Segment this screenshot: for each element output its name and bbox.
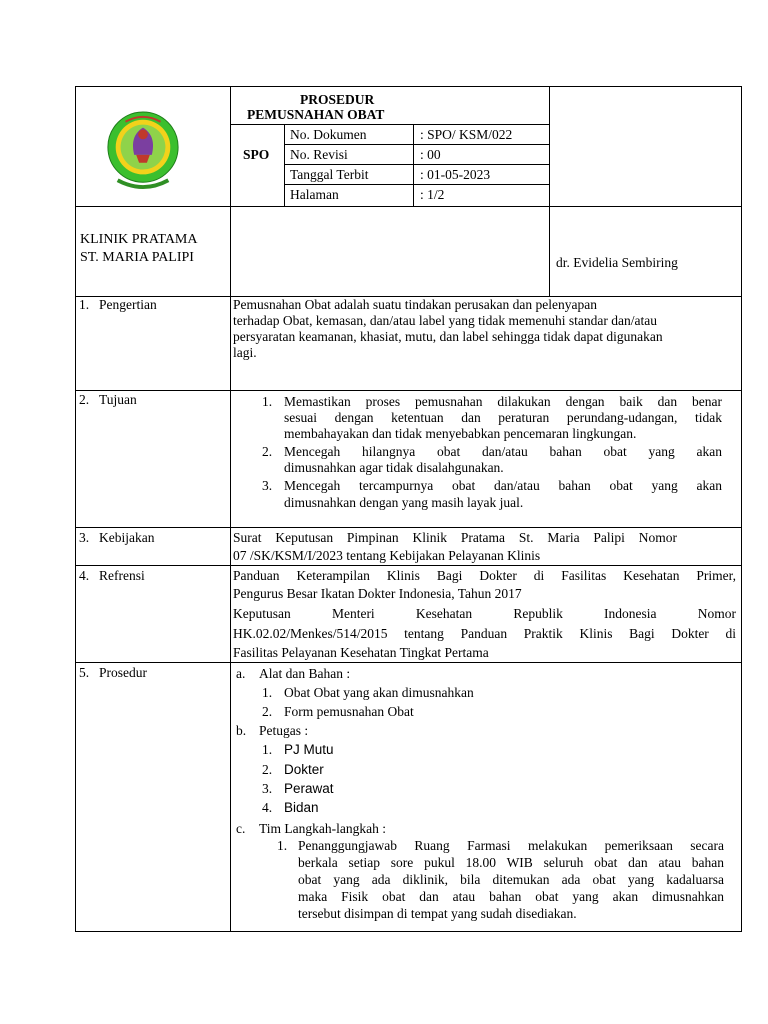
refrensi-line-3: Keputusan Menteri Kesehatan Republik Indonesia Nomor bbox=[233, 606, 736, 621]
pengertian-line-2: terhadap Obat, kemasan, dan/atau label yang tidak memenuhi standar dan/atau bbox=[233, 313, 657, 328]
tujuan-item-3-line-1: Mencegah tercampurnya obat dan/atau bahan obat yang akan bbox=[284, 478, 722, 493]
section-label-tujuan: Tujuan bbox=[99, 392, 137, 407]
spo-label: SPO bbox=[243, 147, 270, 162]
refrensi-line-2: Pengurus Besar Ikatan Dokter Indonesia, Tahun 2017 bbox=[233, 586, 522, 601]
section-number-pengertian: 1. bbox=[79, 297, 90, 312]
meta-label-no-revisi: No. Revisi bbox=[290, 147, 348, 162]
meta-label-no-dokumen: No. Dokumen bbox=[290, 127, 367, 142]
doc-title-line2: PEMUSNAHAN OBAT bbox=[247, 107, 385, 122]
tujuan-item-3-line-2: dimusnahkan dengan yang masih layak jual. bbox=[284, 495, 524, 510]
meta-label-tanggal-terbit: Tanggal Terbit bbox=[290, 167, 369, 182]
prosedur-c-item-1-line-2: berkala setiap sore pukul 18.00 WIB seluruh obat dan atau bahan bbox=[298, 855, 724, 870]
section-number-refrensi: 4. bbox=[79, 568, 90, 583]
section-label-kebijakan: Kebijakan bbox=[99, 530, 155, 545]
prosedur-a-item-2: Form pemusnahan Obat bbox=[284, 704, 414, 719]
prosedur-b-item-3: Perawat bbox=[284, 781, 334, 796]
prosedur-b-item-1: PJ Mutu bbox=[284, 742, 334, 757]
section-label-refrensi: Refrensi bbox=[99, 568, 145, 583]
tujuan-item-1-number: 1. bbox=[262, 394, 273, 409]
org-name-line2: ST. MARIA PALIPI bbox=[80, 250, 194, 265]
header-title-bottom-line bbox=[230, 124, 549, 125]
meta-row-line-1 bbox=[284, 144, 549, 145]
section-label-prosedur: Prosedur bbox=[99, 665, 147, 680]
prosedur-c-item-1-number: 1. bbox=[277, 838, 288, 853]
spo-column-divider bbox=[284, 124, 285, 206]
tujuan-item-3-number: 3. bbox=[262, 478, 273, 493]
refrensi-line-1: Panduan Keterampilan Klinis Bagi Dokter di Fasilitas Kesehatan Primer, bbox=[233, 568, 736, 583]
meta-row-line-2 bbox=[284, 164, 549, 165]
header-divider-right bbox=[549, 86, 550, 297]
section-number-kebijakan: 3. bbox=[79, 530, 90, 545]
prosedur-a-item-1: Obat Obat yang akan dimusnahkan bbox=[284, 685, 474, 700]
prosedur-b-title: Petugas : bbox=[259, 723, 309, 738]
prosedur-a-item-1-number: 1. bbox=[262, 685, 273, 700]
tujuan-item-1-line-1: Memastikan proses pemusnahan dilakukan dengan baik dan benar bbox=[284, 394, 722, 409]
prosedur-c-letter: c. bbox=[236, 821, 246, 836]
prosedur-b-item-2: Dokter bbox=[284, 762, 324, 777]
tujuan-item-1-line-2: sesuai dengan ketentuan dan peraturan perundang-udangan, tidak bbox=[284, 410, 722, 425]
meta-row-line-3 bbox=[284, 184, 549, 185]
prosedur-c-title: Tim Langkah-langkah : bbox=[259, 821, 386, 836]
tujuan-item-1-line-3: membahayakan dan tidak menyebabkan pencemaran lingkungan. bbox=[284, 426, 637, 441]
kebijakan-line-2: 07 /SK/KSM/I/2023 tentang Kebijakan Pelayanan Klinis bbox=[233, 548, 541, 563]
prosedur-b-item-1-number: 1. bbox=[262, 742, 273, 757]
doc-title-line1: PROSEDUR bbox=[300, 92, 375, 107]
header-middle-line bbox=[75, 206, 742, 207]
row-line-tujuan bbox=[75, 390, 742, 391]
header-divider-left bbox=[230, 86, 231, 297]
tujuan-item-2-line-2: dimusnahkan agar tidak disalahgunakan. bbox=[284, 460, 504, 475]
pengertian-line-3: persyaratan keamanan, khasiat, mutu, dan label sehingga tidak dapat digunakan bbox=[233, 329, 663, 344]
prosedur-c-item-1-line-1: Penanggungjawab Ruang Farmasi melakukan pemeriksaan secara bbox=[298, 838, 724, 853]
prosedur-a-item-2-number: 2. bbox=[262, 704, 273, 719]
tujuan-item-2-number: 2. bbox=[262, 444, 273, 459]
org-name-line1: KLINIK PRATAMA bbox=[80, 232, 198, 247]
row-line-refrensi bbox=[75, 565, 742, 566]
meta-value-divider bbox=[413, 124, 414, 206]
section-label-pengertian: Pengertian bbox=[99, 297, 157, 312]
prosedur-b-letter: b. bbox=[236, 723, 247, 738]
meta-value-no-dokumen: : SPO/ KSM/022 bbox=[420, 127, 513, 142]
meta-value-halaman: : 1/2 bbox=[420, 187, 445, 202]
section-number-tujuan: 2. bbox=[79, 392, 90, 407]
prosedur-b-item-4-number: 4. bbox=[262, 800, 273, 815]
row-line-prosedur bbox=[75, 662, 742, 663]
prosedur-c-item-1-line-5: tersebut disimpan di tempat yang sudah disediakan. bbox=[298, 906, 577, 921]
refrensi-line-5: Fasilitas Pelayanan Kesehatan Tingkat Pertama bbox=[233, 645, 489, 660]
tujuan-item-2-line-1: Mencegah hilangnya obat dan/atau bahan obat yang akan bbox=[284, 444, 722, 459]
pengertian-line-1: Pemusnahan Obat adalah suatu tindakan perusakan dan pelenyapan bbox=[233, 297, 597, 312]
prosedur-c-item-1-line-4: maka Fisik obat dan atau bahan obat yang akan dimusnahkan bbox=[298, 889, 724, 904]
row-line-kebijakan bbox=[75, 527, 742, 528]
meta-label-halaman: Halaman bbox=[290, 187, 339, 202]
meta-value-no-revisi: : 00 bbox=[420, 147, 441, 162]
section-number-prosedur: 5. bbox=[79, 665, 90, 680]
body-label-divider bbox=[230, 296, 231, 932]
kebijakan-line-1: Surat Keputusan Pimpinan Klinik Pratama St. Maria Palipi Nomor bbox=[233, 530, 677, 545]
prosedur-a-title: Alat dan Bahan : bbox=[259, 666, 351, 681]
refrensi-line-4: HK.02.02/Menkes/514/2015 tentang Panduan Praktik Klinis Bagi Dokter di bbox=[233, 626, 736, 641]
prosedur-a-letter: a. bbox=[236, 666, 246, 681]
prosedur-b-item-2-number: 2. bbox=[262, 762, 273, 777]
prosedur-b-item-3-number: 3. bbox=[262, 781, 273, 796]
clinic-seal-logo-icon bbox=[104, 110, 182, 192]
signatory-name: dr. Evidelia Sembiring bbox=[556, 255, 678, 270]
prosedur-c-item-1-line-3: obat yang ada diklinik, bila ditemukan ada obat yang kadaluarsa bbox=[298, 872, 724, 887]
pengertian-line-4: lagi. bbox=[233, 345, 257, 360]
prosedur-b-item-4: Bidan bbox=[284, 800, 319, 815]
meta-value-tanggal-terbit: : 01-05-2023 bbox=[420, 167, 491, 182]
